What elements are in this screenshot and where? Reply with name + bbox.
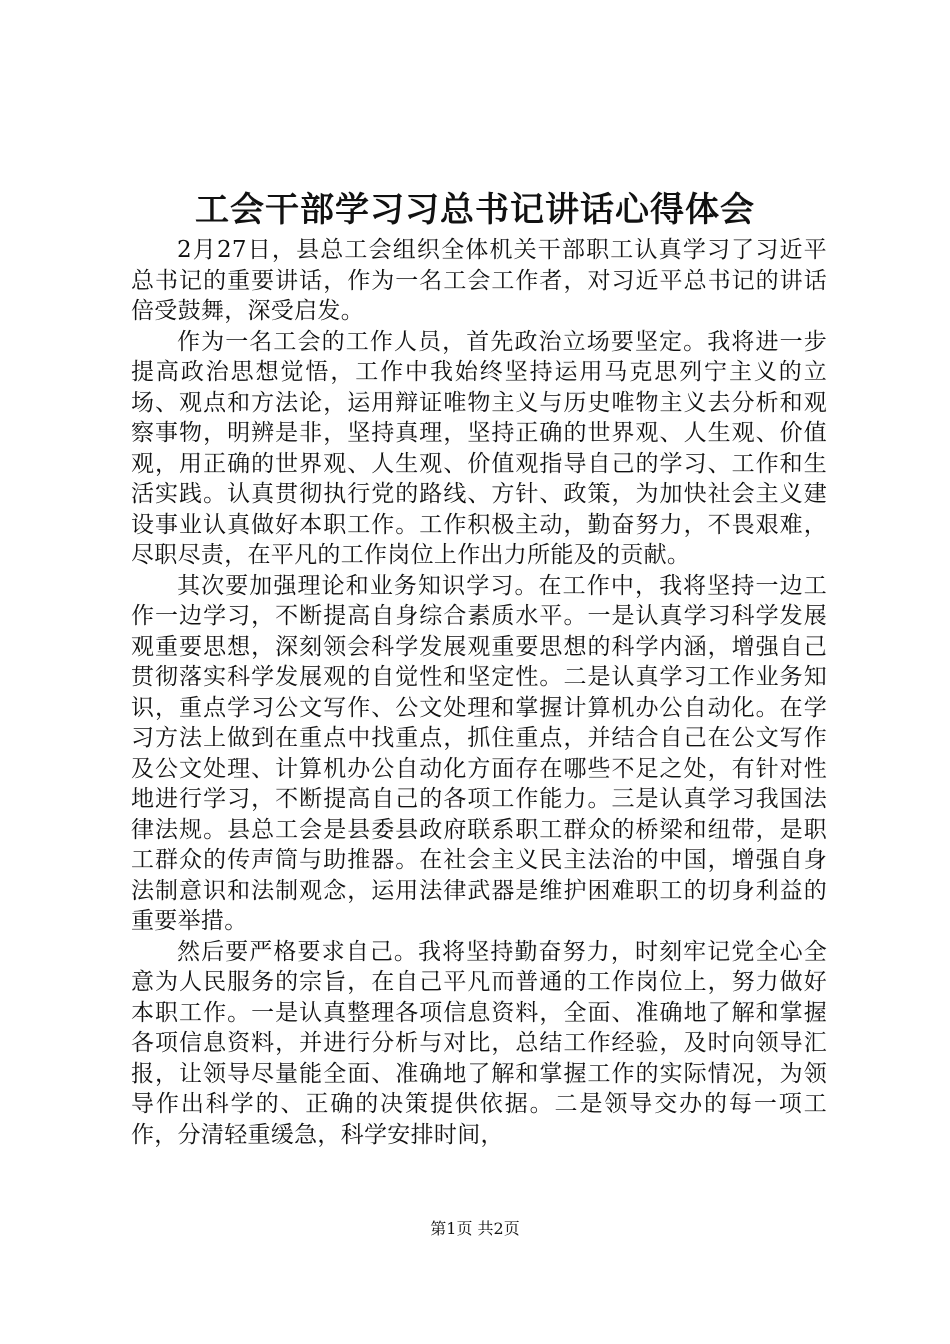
page-number-footer: 第1页 共2页 <box>430 1219 520 1238</box>
paragraph-3: 其次要加强理论和业务知识学习。在工作中，我将坚持一边工作一边学习，不断提高自身综合素质水平。一是认真学习科学发展观重要思想，深刻领会科学发展观重要思想的科学内涵，增强自己贯彻落实科学发展观的自觉性和坚定性。二是认真学习工作业务知识，重点学习公文写作、公文处理和掌握计算机办公自动化。在学习方法上做到在重点中找重点，抓住重点，并结合自己在公文写作及公文处理、计算机办公自动化方面存在哪些不足之处，有针对性地进行学习，不断提高自己的各项工作能力。三是认真学习我国法律法规。县总工会是县委县政府联系职工群众的桥梁和纽带，是职工群众的传声筒与助推器。在社会主义民主法治的中国，增强自身法制意识和法制观念，运用法律武器是维护困难职工的切身利益的重要举措。 <box>131 572 827 934</box>
paragraph-4: 然后要严格要求自己。我将坚持勤奋努力，时刻牢记党全心全意为人民服务的宗旨，在自己平凡而普通的工作岗位上，努力做好本职工作。一是认真整理各项信息资料，全面、准确地了解和掌握各项信息资料，并进行分析与对比，总结工作经验，及时向领导汇报，让领导尽量能全面、准确地了解和掌握工作的实际情况，为领导作出科学的、正确的决策提供依据。二是领导交办的每一项工作，分清轻重缓急，科学安排时间， <box>131 938 827 1148</box>
document-body <box>131 235 827 1150</box>
document-title: 工会干部学习习总书记讲话心得体会 <box>195 190 755 230</box>
paragraph-1: 2月27日，县总工会组织全体机关干部职工认真学习了习近平总书记的重要讲话，作为一名工会工作者，对习近平总书记的讲话倍受鼓舞，深受启发。 <box>131 237 827 324</box>
paragraph-2: 作为一名工会的工作人员，首先政治立场要坚定。我将进一步提高政治思想觉悟，工作中我始终坚持运用马克思列宁主义的立场、观点和方法论，运用辩证唯物主义与历史唯物主义去分析和观察事物，明辨是非，坚持真理，坚持正确的世界观、人生观、价值观，用正确的世界观、人生观、价值观指导自己的学习、工作和生活实践。认真贯彻执行党的路线、方针、政策，为加快社会主义建设事业认真做好本职工作。工作积极主动，勤奋努力，不畏艰难，尽职尽责，在平凡的工作岗位上作出力所能及的贡献。 <box>131 328 827 568</box>
